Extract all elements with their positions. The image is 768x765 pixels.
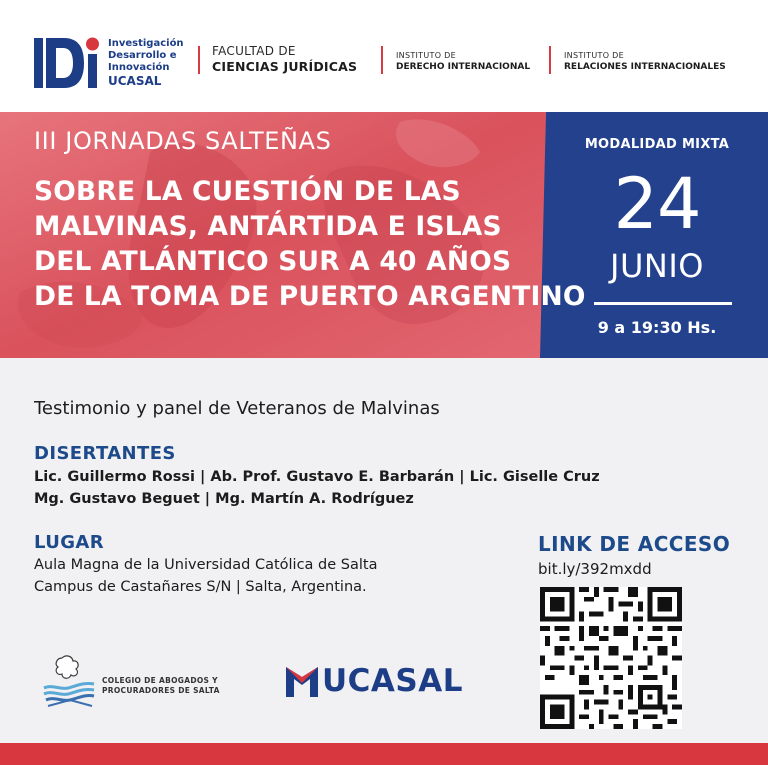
instituto-relaciones-block — [564, 50, 726, 73]
colegio-logo-text — [102, 676, 220, 696]
access-link[interactable]: bit.ly/392mxdd — [538, 560, 652, 578]
colegio-logo-icon — [40, 654, 98, 710]
idi-line: Desarrollo e — [108, 50, 177, 61]
idi-brand: UCASAL — [108, 74, 162, 88]
header — [0, 0, 768, 112]
lugar-title: LUGAR — [34, 532, 105, 553]
modalidad-label: MODALIDAD MIXTA — [584, 137, 730, 152]
event-day: 24 — [613, 163, 701, 245]
ucasal-mark-icon — [286, 667, 318, 697]
event-title-line: MALVINAS, ANTÁRTIDA E ISLAS — [34, 211, 502, 242]
facultad-name: CIENCIAS JURÍDICAS — [212, 59, 358, 74]
event-title — [34, 174, 594, 314]
event-month: JUNIO — [610, 247, 704, 285]
lugar-line: Campus de Castañares S/N | Salta, Argentina. — [34, 579, 367, 595]
event-title-line: DE LA TOMA DE PUERTO ARGENTINO — [34, 281, 586, 312]
instituto-derecho-block — [396, 50, 530, 73]
disertantes-line: Lic. Guillermo Rossi | Ab. Prof. Gustavo E. Barbarán | Lic. Giselle Cruz — [34, 469, 600, 485]
disertantes-line: Mg. Gustavo Beguet | Mg. Martín A. Rodríguez — [34, 491, 414, 507]
instituto-label: INSTITUTO DE — [396, 51, 456, 60]
header-divider — [198, 46, 200, 74]
event-title-line: SOBRE LA CUESTIÓN DE LAS — [34, 176, 461, 207]
instituto-name: DERECHO INTERNACIONAL — [396, 62, 531, 72]
qr-code-icon[interactable] — [540, 587, 682, 729]
event-title-line: DEL ATLÁNTICO SUR A 40 AÑOS — [34, 246, 512, 277]
link-title: LINK DE ACCESO — [538, 532, 731, 556]
idi-line: Investigación — [108, 38, 184, 49]
event-subtitle: III JORNADAS SALTEÑAS — [34, 127, 332, 155]
event-banner — [0, 112, 768, 358]
testimonio-heading: Testimonio y panel de Veteranos de Malvinas — [34, 398, 440, 419]
bottom-bar — [0, 743, 768, 765]
colegio-line: COLEGIO DE ABOGADOS Y — [102, 676, 218, 685]
event-hours: 9 a 19:30 Hs. — [597, 318, 717, 337]
idi-line: Innovación — [108, 62, 170, 73]
header-divider — [381, 46, 383, 74]
date-divider — [594, 302, 732, 305]
facultad-block — [212, 44, 357, 75]
ucasal-logo-text: UCASAL — [322, 663, 463, 699]
instituto-label: INSTITUTO DE — [564, 51, 624, 60]
disertantes-title: DISERTANTES — [34, 443, 176, 464]
idi-logo-text — [108, 38, 184, 88]
idi-logo-icon — [34, 36, 102, 90]
lugar-line: Aula Magna de la Universidad Católica de Salta — [34, 557, 378, 573]
instituto-name: RELACIONES INTERNACIONALES — [564, 62, 726, 72]
facultad-label: FACULTAD DE — [212, 44, 296, 58]
header-divider — [549, 46, 551, 74]
colegio-line: PROCURADORES DE SALTA — [102, 686, 220, 695]
